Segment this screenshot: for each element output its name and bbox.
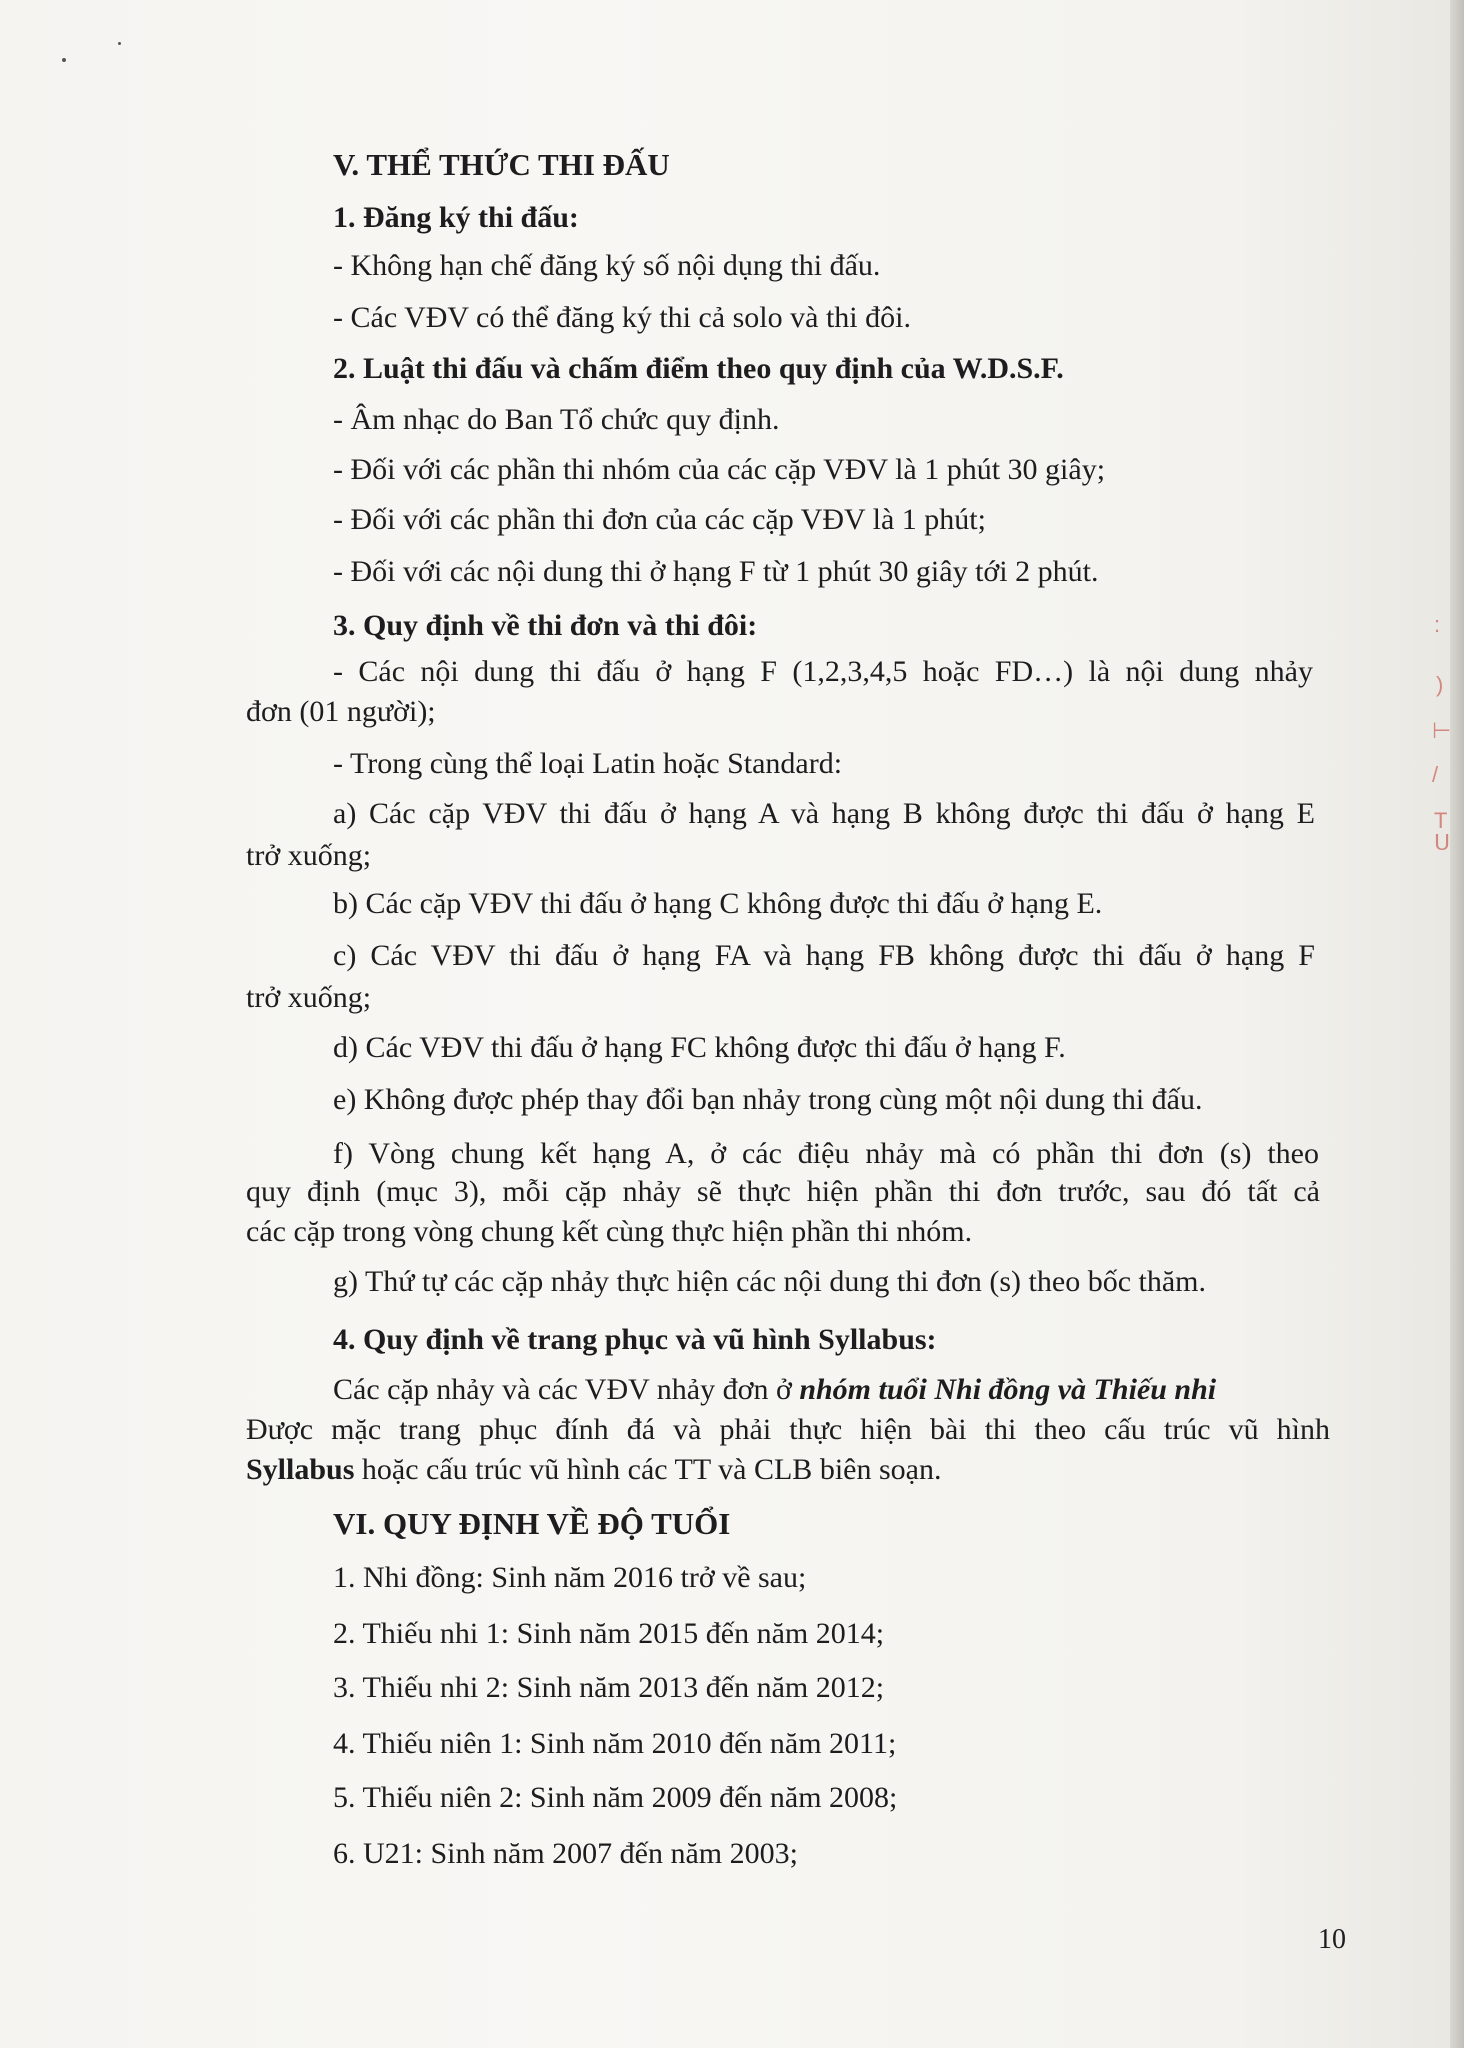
- rule-b: b) Các cặp VĐV thi đấu ở hạng C không được thi đấu ở hạng E.: [333, 887, 1103, 920]
- list-item: - Đối với các nội dung thi ở hạng F từ 1 phút 30 giây tới 2 phút.: [333, 555, 1099, 588]
- section-vi-title: VI. QUY ĐỊNH VỀ ĐỘ TUỔI: [333, 1506, 731, 1541]
- stamp-bleed-mark: :: [1434, 612, 1441, 637]
- subsection-1-title: 1. Đăng ký thi đấu:: [333, 201, 579, 234]
- list-item: - Đối với các phần thi đơn của các cặp VĐV là 1 phút;: [333, 503, 986, 536]
- subsection-2-title: 2. Luật thi đấu và chấm điểm theo quy định của W.D.S.F.: [333, 352, 1064, 385]
- stamp-bleed-mark: /: [1432, 762, 1439, 787]
- age-group-item: 5. Thiếu niên 2: Sinh năm 2009 đến năm 2008;: [333, 1781, 898, 1814]
- rule-f-cont: các cặp trong vòng chung kết cùng thực hiện phần thi nhóm.: [246, 1215, 973, 1248]
- age-group-item: 1. Nhi đồng: Sinh năm 2016 trở về sau;: [333, 1561, 807, 1594]
- rule-a: a) Các cặp VĐV thi đấu ở hạng A và hạng B không được thi đấu ở hạng E: [333, 797, 1315, 830]
- paragraph-text: hoặc cấu trúc vũ hình các TT và CLB biên soạn.: [354, 1453, 942, 1486]
- age-group-item: 4. Thiếu niên 1: Sinh năm 2010 đến năm 2011;: [333, 1727, 897, 1760]
- paragraph-line: [246, 1452, 941, 1488]
- speck: [118, 42, 121, 45]
- syllabus-label: Syllabus: [246, 1453, 355, 1486]
- rule-c-cont: trở xuống;: [246, 981, 372, 1014]
- rule-f: f) Vòng chung kết hạng A, ở các điệu nhảy mà có phần thi đơn (s) theo: [333, 1137, 1319, 1170]
- paragraph-line: [333, 1372, 1216, 1408]
- list-item: - Trong cùng thể loại Latin hoặc Standard:: [333, 747, 843, 780]
- stamp-bleed-mark: ⊢: [1432, 718, 1452, 743]
- paragraph-line: - Các nội dung thi đấu ở hạng F (1,2,3,4,5 hoặc FD…) là nội dung nhảy: [333, 655, 1313, 688]
- rule-e: e) Không được phép thay đổi bạn nhảy trong cùng một nội dung thi đấu.: [333, 1083, 1203, 1116]
- list-item: - Các VĐV có thể đăng ký thi cả solo và thi đôi.: [333, 301, 911, 334]
- stamp-bleed-mark: ): [1436, 672, 1444, 697]
- paragraph-text: Các cặp nhảy và các VĐV nhảy đơn ở: [333, 1373, 800, 1406]
- rule-d: d) Các VĐV thi đấu ở hạng FC không được thi đấu ở hạng F.: [333, 1031, 1066, 1064]
- section-v-title: V. THỂ THỨC THI ĐẤU: [333, 147, 670, 182]
- page-number: 10: [1318, 1924, 1346, 1955]
- list-item: - Đối với các phần thi nhóm của các cặp VĐV là 1 phút 30 giây;: [333, 453, 1106, 486]
- subsection-3-title: 3. Quy định về thi đơn và thi đôi:: [333, 609, 758, 642]
- emphasis-text: nhóm tuổi Nhi đồng và Thiếu nhi: [799, 1373, 1217, 1406]
- rule-g: g) Thứ tự các cặp nhảy thực hiện các nội dung thi đơn (s) theo bốc thăm.: [333, 1265, 1207, 1298]
- list-item: - Âm nhạc do Ban Tổ chức quy định.: [333, 403, 780, 436]
- subsection-4-title: 4. Quy định về trang phục và vũ hình Syllabus:: [333, 1323, 937, 1356]
- stamp-bleed-mark: T: [1434, 808, 1448, 833]
- rule-f-cont: quy định (mục 3), mỗi cặp nhảy sẽ thực hiện phần thi đơn trước, sau đó tất cả: [246, 1175, 1320, 1208]
- paragraph-line: Được mặc trang phục đính đá và phải thực hiện bài thi theo cấu trúc vũ hình: [246, 1413, 1330, 1446]
- speck: [62, 58, 66, 62]
- age-group-item: 6. U21: Sinh năm 2007 đến năm 2003;: [333, 1837, 798, 1870]
- rule-a-cont: trở xuống;: [246, 839, 372, 872]
- age-group-item: 3. Thiếu nhi 2: Sinh năm 2013 đến năm 2012;: [333, 1671, 885, 1704]
- list-item: - Không hạn chế đăng ký số nội dụng thi đấu.: [333, 249, 881, 282]
- stamp-bleed-mark: ᑌ: [1434, 830, 1451, 855]
- page-edge: [1450, 0, 1464, 2048]
- paragraph-line: đơn (01 người);: [246, 695, 436, 728]
- age-group-item: 2. Thiếu nhi 1: Sinh năm 2015 đến năm 2014;: [333, 1617, 885, 1650]
- rule-c: c) Các VĐV thi đấu ở hạng FA và hạng FB không được thi đấu ở hạng F: [333, 939, 1315, 972]
